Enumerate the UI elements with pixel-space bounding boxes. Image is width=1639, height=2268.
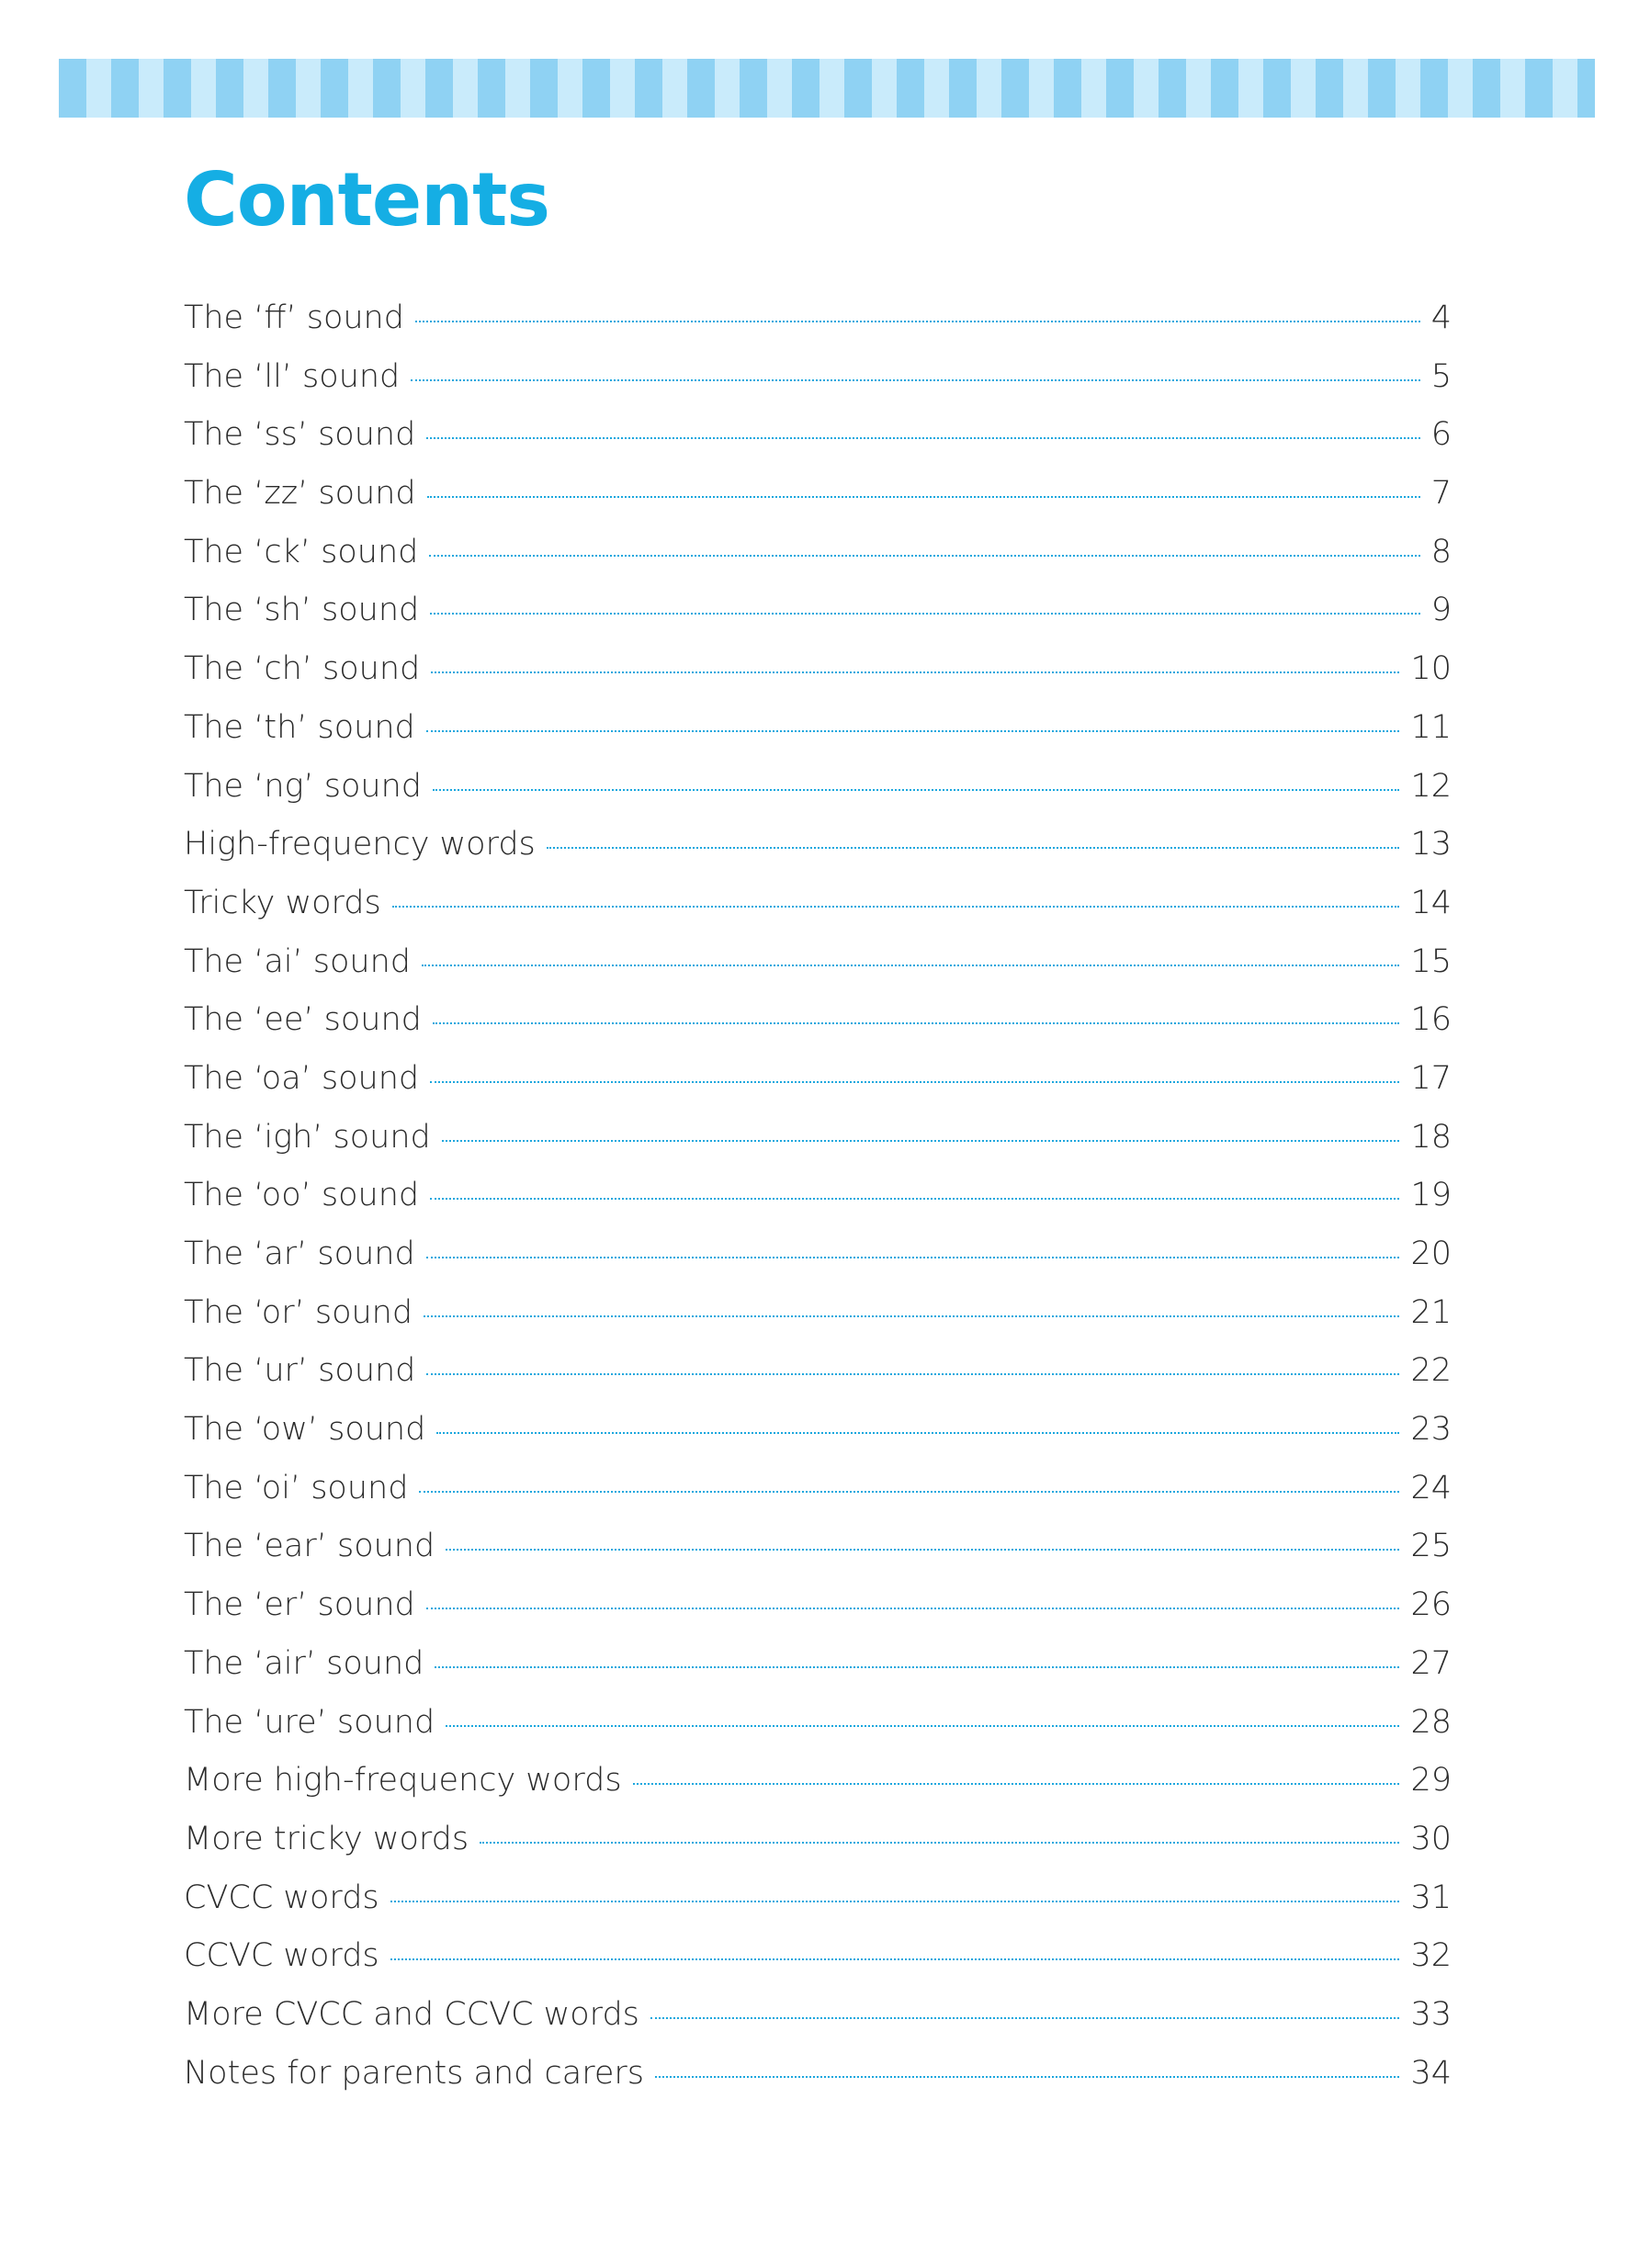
toc-entry-label: The ‘ng’ sound: [184, 767, 423, 805]
toc-entry[interactable]: [184, 358, 1452, 417]
toc-entry[interactable]: [184, 2055, 1452, 2114]
toc-entry-label: The ‘ear’ sound: [184, 1528, 435, 1565]
toc-dot-leader: [426, 730, 1400, 732]
toc-dot-leader: [431, 671, 1399, 673]
toc-dot-leader: [655, 2076, 1399, 2078]
toc-dot-leader: [424, 1315, 1399, 1317]
toc-dot-leader: [633, 1783, 1400, 1785]
toc-entry[interactable]: [184, 592, 1452, 650]
toc-entry-page-number: 27: [1410, 1644, 1452, 1682]
toc-dot-leader: [430, 1081, 1399, 1083]
toc-entry[interactable]: [184, 1704, 1452, 1763]
toc-entry-label: The ‘oi’ sound: [184, 1469, 409, 1506]
toc-entry-page-number: 18: [1410, 1118, 1452, 1156]
toc-entry[interactable]: [184, 709, 1452, 768]
toc-entry-page-number: 30: [1410, 1820, 1452, 1857]
toc-entry-page-number: 11: [1410, 708, 1452, 746]
toc-entry[interactable]: [184, 826, 1452, 885]
toc-dot-leader: [426, 437, 1419, 439]
toc-entry-page-number: 9: [1430, 592, 1452, 629]
toc-entry-label: The ‘ee’ sound: [184, 1001, 422, 1039]
toc-entry-label: The ‘ow’ sound: [184, 1411, 426, 1449]
toc-entry-label: The ‘or’ sound: [184, 1293, 413, 1331]
toc-entry[interactable]: [184, 1119, 1452, 1178]
toc-entry[interactable]: [184, 885, 1452, 943]
toc-entry-page-number: 6: [1430, 416, 1452, 454]
toc-entry-page-number: 24: [1410, 1469, 1452, 1506]
toc-entry-label: The ‘ck’ sound: [184, 533, 419, 570]
toc-dot-leader: [415, 321, 1420, 322]
toc-entry-page-number: 33: [1410, 1995, 1452, 2033]
toc-entry-label: The ‘ar’ sound: [184, 1236, 415, 1272]
toc-dot-leader: [422, 965, 1399, 966]
toc-dot-leader: [411, 379, 1419, 381]
decorative-stripe-band: [59, 59, 1595, 118]
table-of-contents: [184, 299, 1452, 2113]
toc-entry-label: The ‘er’ sound: [184, 1586, 415, 1624]
toc-entry-label: CCVC words: [184, 1937, 379, 1975]
toc-entry-page-number: 20: [1410, 1236, 1452, 1272]
toc-dot-leader: [426, 1373, 1399, 1375]
toc-entry-label: The ‘th’ sound: [184, 708, 415, 746]
toc-dot-leader: [480, 1842, 1399, 1844]
toc-dot-leader: [446, 1549, 1399, 1551]
toc-entry-page-number: 7: [1430, 475, 1452, 513]
page-title: Contents: [184, 157, 549, 243]
toc-entry-page-number: 26: [1410, 1586, 1452, 1624]
toc-dot-leader: [430, 613, 1419, 615]
toc-entry[interactable]: [184, 1060, 1452, 1119]
toc-entry[interactable]: [184, 768, 1452, 827]
toc-entry-page-number: 15: [1410, 942, 1452, 980]
toc-entry[interactable]: [184, 416, 1452, 475]
toc-entry-label: CVCC words: [184, 1879, 379, 1916]
toc-entry-page-number: 34: [1410, 2054, 1452, 2092]
toc-entry[interactable]: [184, 1352, 1452, 1411]
toc-entry-page-number: 17: [1410, 1059, 1452, 1097]
toc-dot-leader: [435, 1666, 1399, 1668]
toc-entry-page-number: 12: [1410, 767, 1452, 805]
toc-dot-leader: [392, 906, 1400, 908]
toc-entry[interactable]: [184, 1236, 1452, 1294]
toc-entry-label: The ‘oa’ sound: [184, 1059, 420, 1097]
toc-entry[interactable]: [184, 534, 1452, 592]
toc-entry[interactable]: [184, 650, 1452, 709]
toc-entry-label: High-frequency words: [184, 826, 536, 863]
toc-entry-label: The ‘zz’ sound: [184, 475, 416, 513]
toc-entry-label: Notes for parents and carers: [184, 2054, 644, 2092]
toc-entry-page-number: 25: [1410, 1528, 1452, 1565]
toc-entry[interactable]: [184, 1645, 1452, 1704]
toc-dot-leader: [427, 496, 1420, 498]
toc-entry[interactable]: [184, 1001, 1452, 1060]
toc-entry-page-number: 10: [1410, 650, 1452, 688]
toc-entry-page-number: 23: [1410, 1411, 1452, 1449]
toc-entry-page-number: 8: [1430, 533, 1452, 570]
toc-entry-label: The ‘ai’ sound: [184, 942, 411, 980]
toc-dot-leader: [426, 1257, 1400, 1258]
toc-entry-label: The ‘ch’ sound: [184, 650, 421, 688]
toc-dot-leader: [433, 1022, 1400, 1024]
toc-entry-label: The ‘air’ sound: [184, 1644, 424, 1682]
toc-entry-page-number: 16: [1410, 1001, 1452, 1039]
toc-dot-leader: [429, 555, 1419, 557]
toc-entry-label: The ‘ss’ sound: [184, 416, 416, 454]
toc-entry-label: More high-frequency words: [184, 1762, 622, 1800]
toc-entry[interactable]: [184, 299, 1452, 358]
toc-dot-leader: [433, 789, 1399, 791]
toc-entry[interactable]: [184, 1937, 1452, 1996]
toc-entry-page-number: 32: [1410, 1937, 1452, 1975]
toc-dot-leader: [446, 1725, 1399, 1727]
toc-entry-page-number: 28: [1410, 1703, 1452, 1741]
toc-entry[interactable]: [184, 475, 1452, 534]
toc-entry-label: Tricky words: [184, 884, 381, 921]
toc-dot-leader: [426, 1608, 1400, 1609]
toc-entry[interactable]: [184, 1470, 1452, 1529]
toc-entry[interactable]: [184, 1996, 1452, 2055]
toc-dot-leader: [390, 1901, 1400, 1902]
toc-dot-leader: [442, 1140, 1400, 1142]
toc-entry[interactable]: [184, 1879, 1452, 1938]
toc-entry-page-number: 13: [1410, 826, 1452, 863]
toc-entry-label: The ‘sh’ sound: [184, 592, 420, 629]
toc-entry-page-number: 29: [1410, 1762, 1452, 1800]
toc-entry[interactable]: [184, 1586, 1452, 1645]
toc-dot-leader: [419, 1491, 1399, 1493]
toc-entry-label: The ‘oo’ sound: [184, 1177, 420, 1214]
toc-entry-page-number: 22: [1410, 1352, 1452, 1390]
toc-entry-page-number: 21: [1410, 1293, 1452, 1331]
toc-entry-label: More tricky words: [184, 1820, 469, 1857]
toc-entry-page-number: 4: [1430, 299, 1452, 336]
toc-entry-label: The ‘ur’ sound: [184, 1352, 416, 1390]
toc-entry[interactable]: [184, 1821, 1452, 1879]
toc-entry[interactable]: [184, 1411, 1452, 1470]
toc-entry[interactable]: [184, 1294, 1452, 1353]
toc-entry[interactable]: [184, 943, 1452, 1002]
toc-entry-label: The ‘ure’ sound: [184, 1703, 435, 1741]
toc-dot-leader: [547, 847, 1400, 849]
toc-dot-leader: [650, 2017, 1400, 2019]
toc-entry-label: The ‘igh’ sound: [184, 1118, 431, 1156]
toc-entry-page-number: 14: [1410, 884, 1452, 921]
toc-entry-label: The ‘ff’ sound: [184, 299, 404, 336]
toc-dot-leader: [430, 1198, 1399, 1200]
toc-entry-label: The ‘ll’ sound: [184, 357, 401, 395]
toc-entry-page-number: 5: [1430, 357, 1452, 395]
toc-dot-leader: [390, 1958, 1400, 1960]
toc-entry[interactable]: [184, 1762, 1452, 1821]
toc-dot-leader: [436, 1432, 1399, 1434]
toc-entry[interactable]: [184, 1528, 1452, 1586]
toc-entry[interactable]: [184, 1177, 1452, 1236]
toc-entry-label: More CVCC and CCVC words: [184, 1995, 639, 2033]
toc-entry-page-number: 19: [1410, 1177, 1452, 1214]
toc-entry-page-number: 31: [1410, 1879, 1452, 1916]
